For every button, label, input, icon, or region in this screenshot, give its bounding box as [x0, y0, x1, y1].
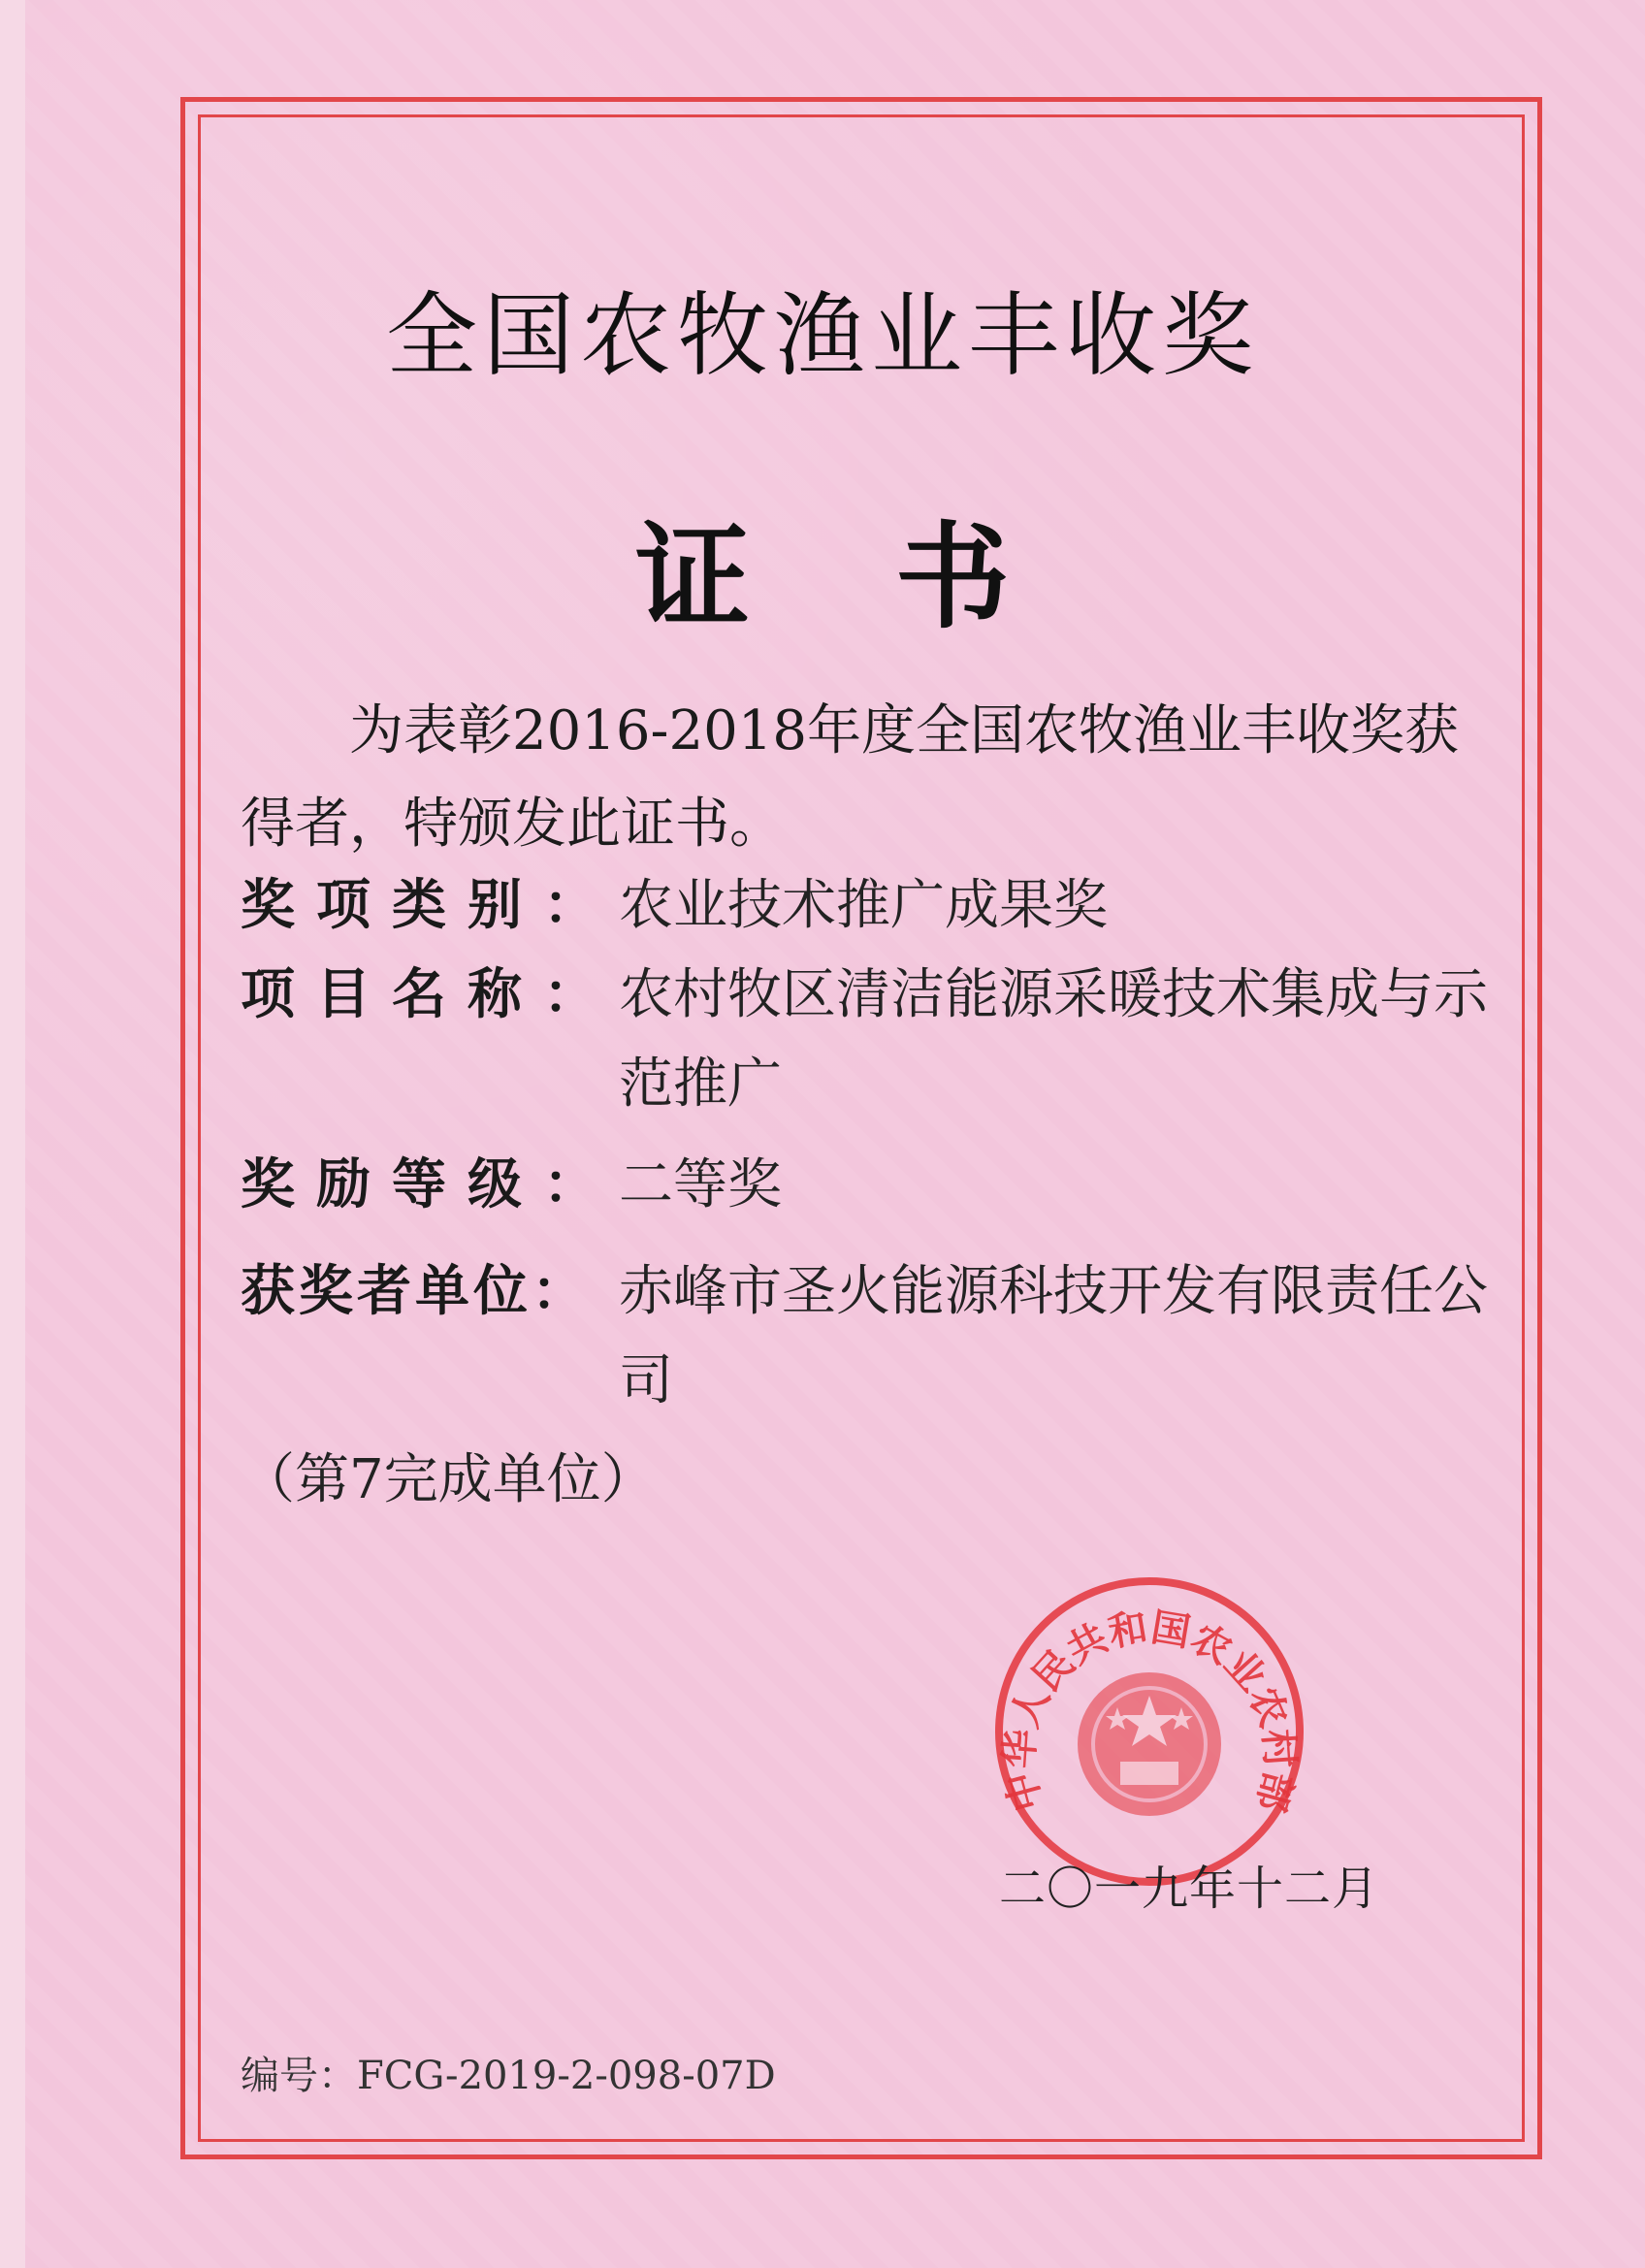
field-value: 二等奖: [619, 1153, 782, 1216]
seal-text: 中华人民共和国农业农村部: [996, 1604, 1303, 1816]
field-label: 奖励等级：: [241, 1153, 619, 1216]
field-label: 获奖者单位：: [241, 1260, 590, 1323]
field-value: 农业技术推广成果奖: [619, 874, 1108, 937]
field-value: 赤峰市圣火能源科技开发有限责任公司: [619, 1260, 1488, 1412]
field-label: 项目名称：: [241, 963, 619, 1026]
field-label: 奖项类别：: [241, 874, 619, 937]
field-value: 农村牧区清洁能源采暖技术集成与示范推广: [619, 963, 1488, 1116]
serial-number: [241, 2045, 776, 2100]
completion-note: （第7完成单位）: [241, 1448, 656, 1511]
certificate-title: 全国农牧渔业丰收奖: [385, 283, 1259, 389]
intro-paragraph: 为表彰2016-2018年度全国农牧渔业丰收奖获得者，特颁发此证书。: [241, 699, 1459, 856]
official-seal: [989, 1571, 1309, 1892]
seal-graphic: [989, 1571, 1309, 1892]
serial-label: 编号：: [241, 2054, 357, 2098]
issue-date: 二〇一九年十二月: [999, 1862, 1380, 1916]
national-emblem-icon: [1078, 1672, 1221, 1816]
serial-value: FCG-2019-2-098-07D: [357, 2054, 776, 2098]
certificate-subtitle: 证书: [634, 510, 1155, 644]
